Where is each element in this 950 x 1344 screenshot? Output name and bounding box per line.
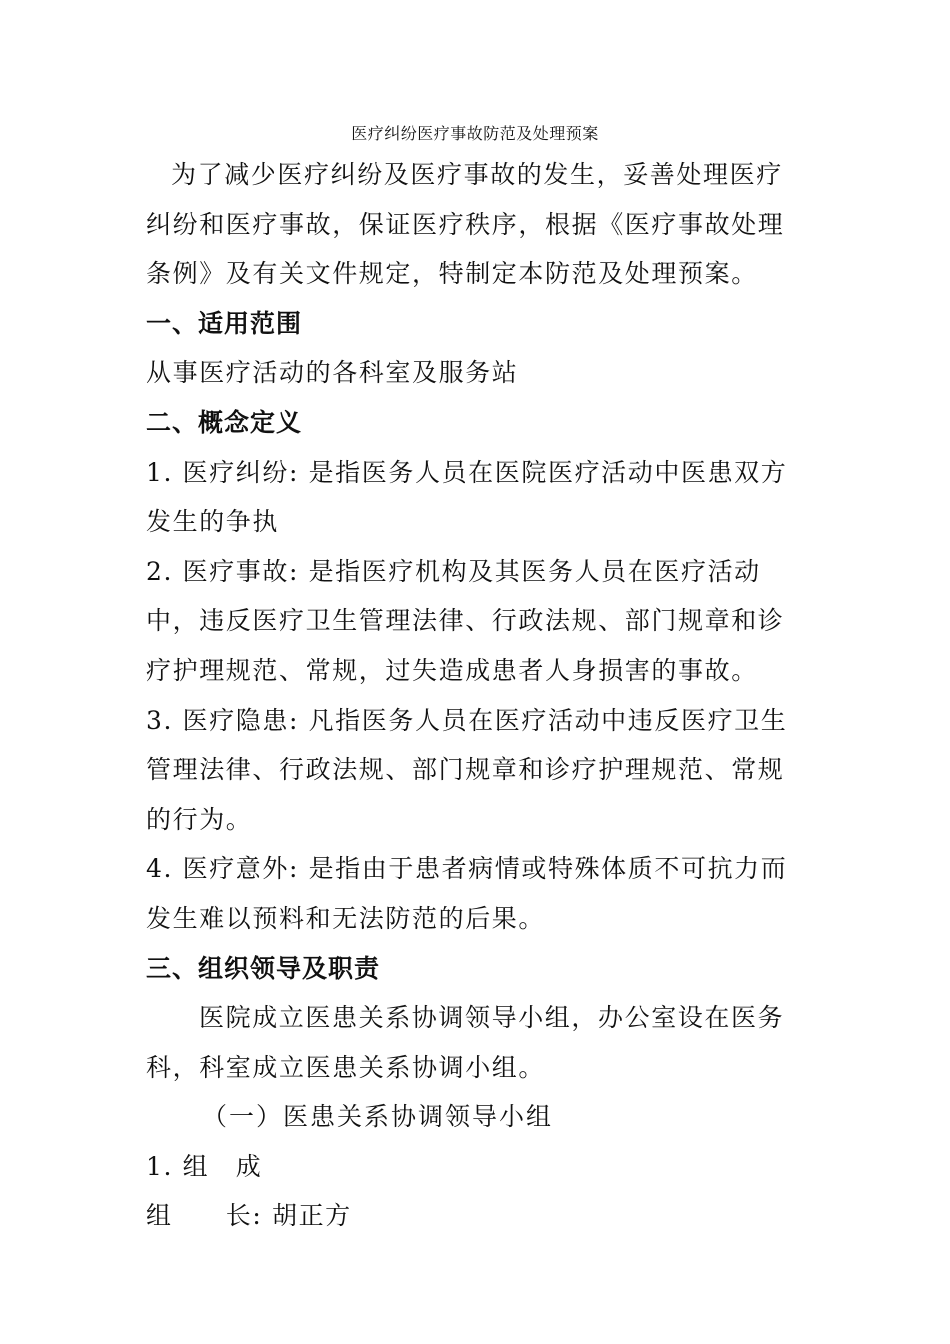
section-heading-organization: 三、组织领导及职责 (146, 953, 381, 983)
document-title: 医疗纠纷医疗事故防范及处理预案 (351, 124, 599, 143)
subsection-heading-leadership-group: （一）医患关系协调领导小组 (202, 1102, 554, 1132)
scope-text: 从事医疗活动的各科室及服务站 (146, 358, 519, 388)
composition-item: 1. 组 成 (146, 1151, 263, 1181)
group-leader-line: 组 长: 胡正方 (146, 1201, 352, 1231)
section-heading-scope: 一、适用范围 (146, 308, 303, 338)
intro-paragraph: 为了减少医疗纠纷及医疗事故的发生，妥善处理医疗纠纷和医疗事故，保证医疗秩序，根据《医疗事故处理条例》及有关文件规定，特制定本防范及处理预案。 (146, 160, 785, 289)
definition-medical-hazard: 3. 医疗隐患: 凡指医务人员在医疗活动中违反医疗卫生管理法律、行政法规、部门规章和诊疗护理规范、常规的行为。 (146, 705, 788, 834)
definition-medical-accident: 2. 医疗事故: 是指医疗机构及其医务人员在医疗活动中，违反医疗卫生管理法律、行政法规、部门规章和诊疗护理规范、常规，过失造成患者人身损害的事故。 (146, 556, 785, 685)
document-body (146, 150, 806, 1241)
definition-medical-mishap: 4. 医疗意外: 是指由于患者病情或特殊体质不可抗力而发生难以预料和无法防范的后果。 (146, 854, 788, 933)
organization-paragraph: 医院成立医患关系协调领导小组，办公室设在医务科，科室成立医患关系协调小组。 (146, 1003, 785, 1082)
section-heading-definitions: 二、概念定义 (146, 407, 303, 437)
definition-medical-dispute: 1. 医疗纠纷: 是指医务人员在医院医疗活动中医患双方发生的争执 (146, 457, 788, 537)
